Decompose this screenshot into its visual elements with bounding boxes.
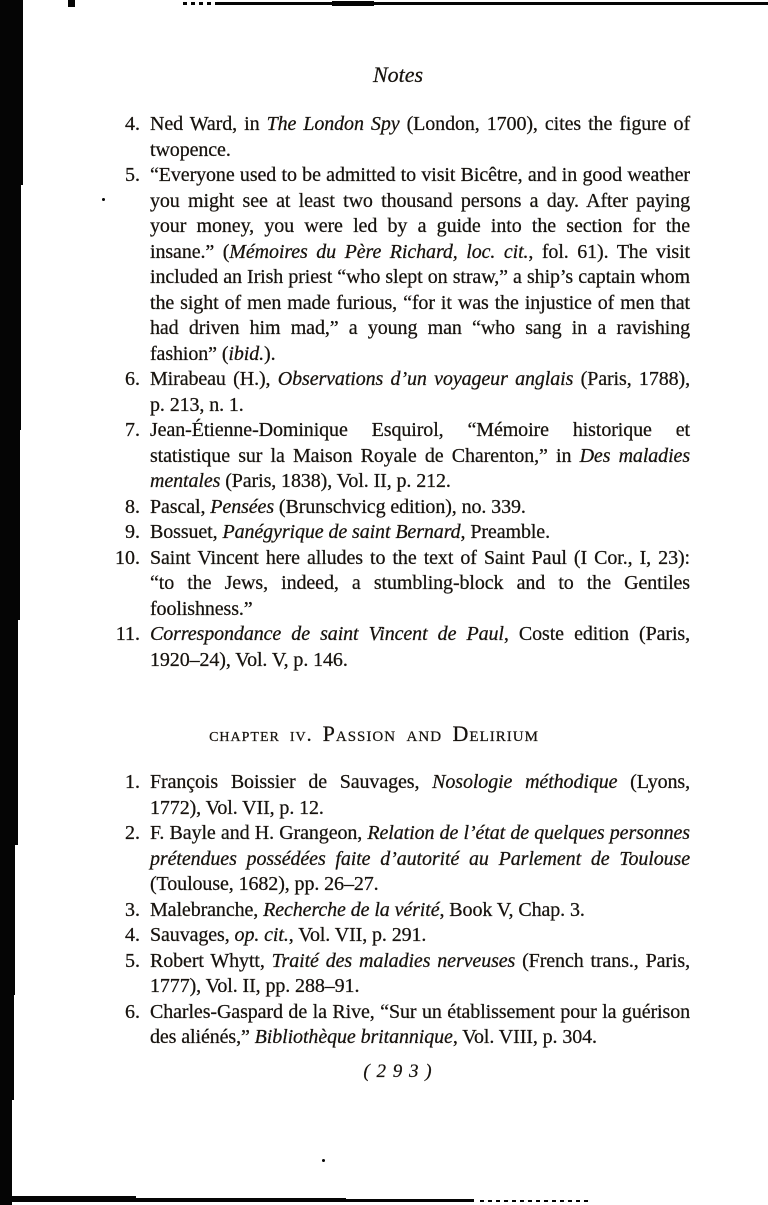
note-item	[106, 495, 690, 521]
page-number: ( 2 9 3 )	[363, 1060, 433, 1082]
scan-edge-bottom	[480, 1200, 592, 1202]
note-text: “Everyone used to be admitted to visit Bicêtre, and in good weather you might see at least two thousand persons a day. After paying your money, you were led by a guide into the section for the insane.” (Mémoires du Père Richard, loc. cit., fol. 61). The visit included an Irish priest “who slept on straw,” a ship’s captain whom the sight of men made furious, “for it was the injustice of men that had driven him mad,” a young man “who sang in a ravishing fashion” (ibid.).	[150, 164, 690, 365]
note-number: 6.	[125, 368, 140, 390]
scan-edge-left	[0, 430, 20, 620]
note-item	[106, 367, 690, 418]
note-text: Sauvages, op. cit., Vol. VII, p. 291.	[150, 924, 427, 946]
note-number: 1.	[125, 771, 140, 793]
scan-mark	[68, 0, 75, 7]
note-text: Charles-Gaspard de la Rive, “Sur un établissement pour la guérison des aliénés,” Bibliothèque britannique, Vol. VIII, p. 304.	[150, 1000, 690, 1048]
note-item	[106, 112, 690, 163]
scan-edge-left	[0, 185, 21, 430]
note-number: 11.	[115, 623, 140, 645]
note-text: Saint Vincent here alludes to the text of Saint Paul (I Cor., I, 23): “to the Jews, indeed, a stumbling-block and to the Gentiles foolishness.”	[150, 546, 690, 620]
scan-edge-bottom	[8, 1196, 136, 1202]
chapter-heading	[82, 721, 666, 748]
note-text: Robert Whytt, Traité des maladies nerveuses (French trans., Paris, 1777), Vol. II, pp. 288–91.	[150, 949, 690, 997]
note-item	[106, 1000, 690, 1051]
note-item	[106, 923, 690, 949]
note-text: Mirabeau (H.), Observations d’un voyageur anglais (Paris, 1788), p. 213, n. 1.	[150, 368, 690, 416]
text-block	[106, 60, 690, 1085]
note-number: 10.	[115, 546, 140, 569]
scan-edge-left	[0, 0, 23, 185]
note-item	[106, 418, 690, 495]
notes-list-chapter3	[106, 112, 690, 673]
note-number: 6.	[125, 1000, 140, 1023]
page-header: Notes	[372, 62, 424, 87]
note-item	[106, 163, 690, 367]
note-number: 4.	[125, 113, 140, 135]
scan-speck	[322, 1159, 325, 1162]
scan-edge-top	[183, 2, 217, 5]
note-number: 5.	[125, 949, 140, 972]
note-text: Bossuet, Panégyrique de saint Bernard, Preamble.	[150, 521, 550, 543]
chapter-number-label: chapter iv.	[209, 724, 313, 746]
note-text: François Boissier de Sauvages, Nosologie méthodique (Lyons, 1772), Vol. VII, p. 12.	[150, 771, 690, 819]
notes-list-chapter4	[106, 770, 690, 1051]
note-number: 5.	[125, 164, 140, 186]
scan-edge-bottom	[346, 1199, 474, 1202]
scan-edge-bottom	[136, 1198, 346, 1202]
chapter-title: Passion and Delirium	[322, 721, 539, 746]
note-text: Correspondance de saint Vincent de Paul, Coste edition (Paris, 1920–24), Vol. V, p. 146.	[150, 623, 691, 671]
scan-edge-left	[0, 1100, 12, 1205]
scan-edge-top	[332, 1, 374, 6]
scan-edge-left	[0, 845, 15, 995]
note-text: Ned Ward, in The London Spy (London, 1700), cites the figure of twopence.	[150, 113, 690, 161]
note-number: 4.	[125, 924, 140, 946]
note-number: 2.	[125, 822, 140, 844]
note-text: F. Bayle and H. Grangeon, Relation de l’état de quelques personnes prétendues possédées faite d’autorité au Parlement de Toulouse (Toulouse, 1682), pp. 26–27.	[150, 822, 690, 895]
note-text: Jean-Étienne-Dominique Esquirol, “Mémoire historique et statistique sur la Maison Royale de Charenton,” in Des maladies mentales (Paris, 1838), Vol. II, p. 212.	[150, 419, 691, 492]
note-number: 9.	[125, 521, 140, 543]
note-item	[106, 770, 690, 821]
scan-edge-left	[0, 995, 14, 1100]
scan-speck	[102, 198, 105, 201]
scan-edge-left	[0, 620, 18, 845]
note-item	[106, 949, 690, 1000]
note-item	[106, 546, 690, 623]
note-item	[106, 821, 690, 898]
note-text: Pascal, Pensées (Brunschvicg edition), no. 339.	[150, 495, 526, 518]
note-text: Malebranche, Recherche de la vérité, Book V, Chap. 3.	[150, 898, 585, 921]
note-item	[106, 622, 690, 673]
note-number: 7.	[125, 419, 140, 441]
scan-edge-top	[216, 2, 768, 5]
note-item	[106, 898, 690, 924]
note-number: 8.	[125, 495, 140, 518]
note-item	[106, 520, 690, 546]
note-number: 3.	[125, 898, 140, 921]
